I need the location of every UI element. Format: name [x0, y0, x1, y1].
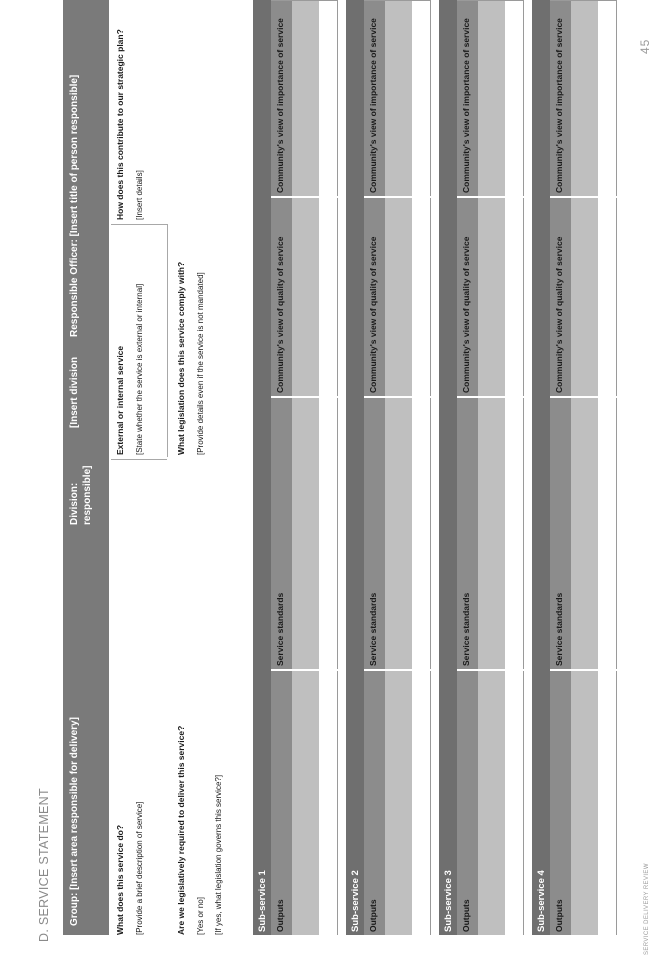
sub-service-title: Sub-service 4 [532, 0, 550, 935]
col-sep [364, 196, 431, 198]
division-value-line2: responsible] [82, 465, 93, 525]
col-importance: Community's view of importance of service [271, 0, 292, 196]
col-sep [457, 396, 524, 398]
what-answer: [Provide a brief description of service] [135, 801, 144, 935]
legislation-comply [176, 155, 206, 455]
col-sep [364, 396, 431, 398]
info-divider-2 [111, 224, 167, 225]
external-answer: [State whether the service is external or internal] [135, 283, 144, 455]
col-sep [457, 669, 524, 671]
col-importance: Community's view of importance of service [364, 0, 385, 196]
col-sep [271, 196, 338, 198]
col-quality: Community's view of quality of service [271, 198, 292, 396]
col-service-standards: Service standards [271, 398, 292, 669]
col-service-standards: Service standards [550, 398, 571, 669]
col-sep [271, 669, 338, 671]
col-sep [550, 669, 617, 671]
row-fill [571, 0, 598, 935]
col-outputs: Outputs [271, 671, 292, 935]
right-edge [271, 0, 338, 1]
row-fill [478, 0, 505, 935]
sub-service-title: Sub-service 1 [253, 0, 271, 935]
division-title: Division: [69, 482, 80, 525]
col-importance: Community's view of importance of service [457, 0, 478, 196]
row-blank [319, 0, 338, 935]
group-label: Group: [Insert area responsible for delivery] [69, 717, 80, 926]
col-importance: Community's view of importance of service [550, 0, 571, 196]
info-divider-3 [167, 224, 168, 457]
sub-service-title: Sub-service 3 [439, 0, 457, 935]
row-blank [598, 0, 617, 935]
info-divider-1 [111, 459, 167, 460]
right-edge [550, 0, 617, 1]
sub-service-block-1 [253, 0, 338, 935]
what-question: What does this service do? [115, 824, 125, 935]
right-edge [457, 0, 524, 1]
right-edge [364, 0, 431, 1]
page-number: 45 [638, 38, 652, 54]
row-fill [292, 0, 319, 935]
col-sep [271, 396, 338, 398]
sub-service-block-3 [439, 0, 524, 935]
col-service-standards: Service standards [457, 398, 478, 669]
sub-service-block-4 [532, 0, 617, 935]
strategic-answer: [Insert details] [135, 170, 144, 220]
external-question: External or internal service [115, 345, 125, 455]
footer-note: SERVICE DELIVERY REVIEW [644, 863, 650, 955]
strategic-plan [115, 0, 145, 220]
legislative-question: Are we legislatively required to deliver this service? [176, 725, 186, 935]
col-outputs: Outputs [364, 671, 385, 935]
sub-service-block-2 [346, 0, 431, 935]
comply-answer: [Provide details even if the service is not mandated] [196, 272, 205, 455]
col-sep [457, 196, 524, 198]
header-banner [63, 0, 109, 935]
col-sep [550, 396, 617, 398]
strategic-question: How does this contribute to our strategic plan? [115, 29, 125, 220]
col-sep [550, 196, 617, 198]
col-service-standards: Service standards [364, 398, 385, 669]
section-title: D. SERVICE STATEMENT [37, 788, 51, 942]
legislative-answer-yesno: [Yes or no] [196, 897, 205, 935]
division-label [68, 466, 94, 525]
what-does-service-do [115, 575, 145, 935]
row-fill [385, 0, 412, 935]
col-quality: Community's view of quality of service [550, 198, 571, 396]
division-value: [Insert division [69, 356, 80, 428]
responsible-officer: Responsible Officer: [Insert title of person responsible] [69, 74, 80, 337]
col-outputs: Outputs [550, 671, 571, 935]
legislative-required [176, 575, 224, 935]
row-blank [505, 0, 524, 935]
comply-question: What legislation does this service comply with? [176, 261, 186, 455]
sub-service-title: Sub-service 2 [346, 0, 364, 935]
col-quality: Community's view of quality of service [364, 198, 385, 396]
col-outputs: Outputs [457, 671, 478, 935]
legislative-answer-which: [If yes, what legislation governs this service?] [214, 774, 223, 935]
col-sep [364, 669, 431, 671]
col-quality: Community's view of quality of service [457, 198, 478, 396]
row-blank [412, 0, 431, 935]
